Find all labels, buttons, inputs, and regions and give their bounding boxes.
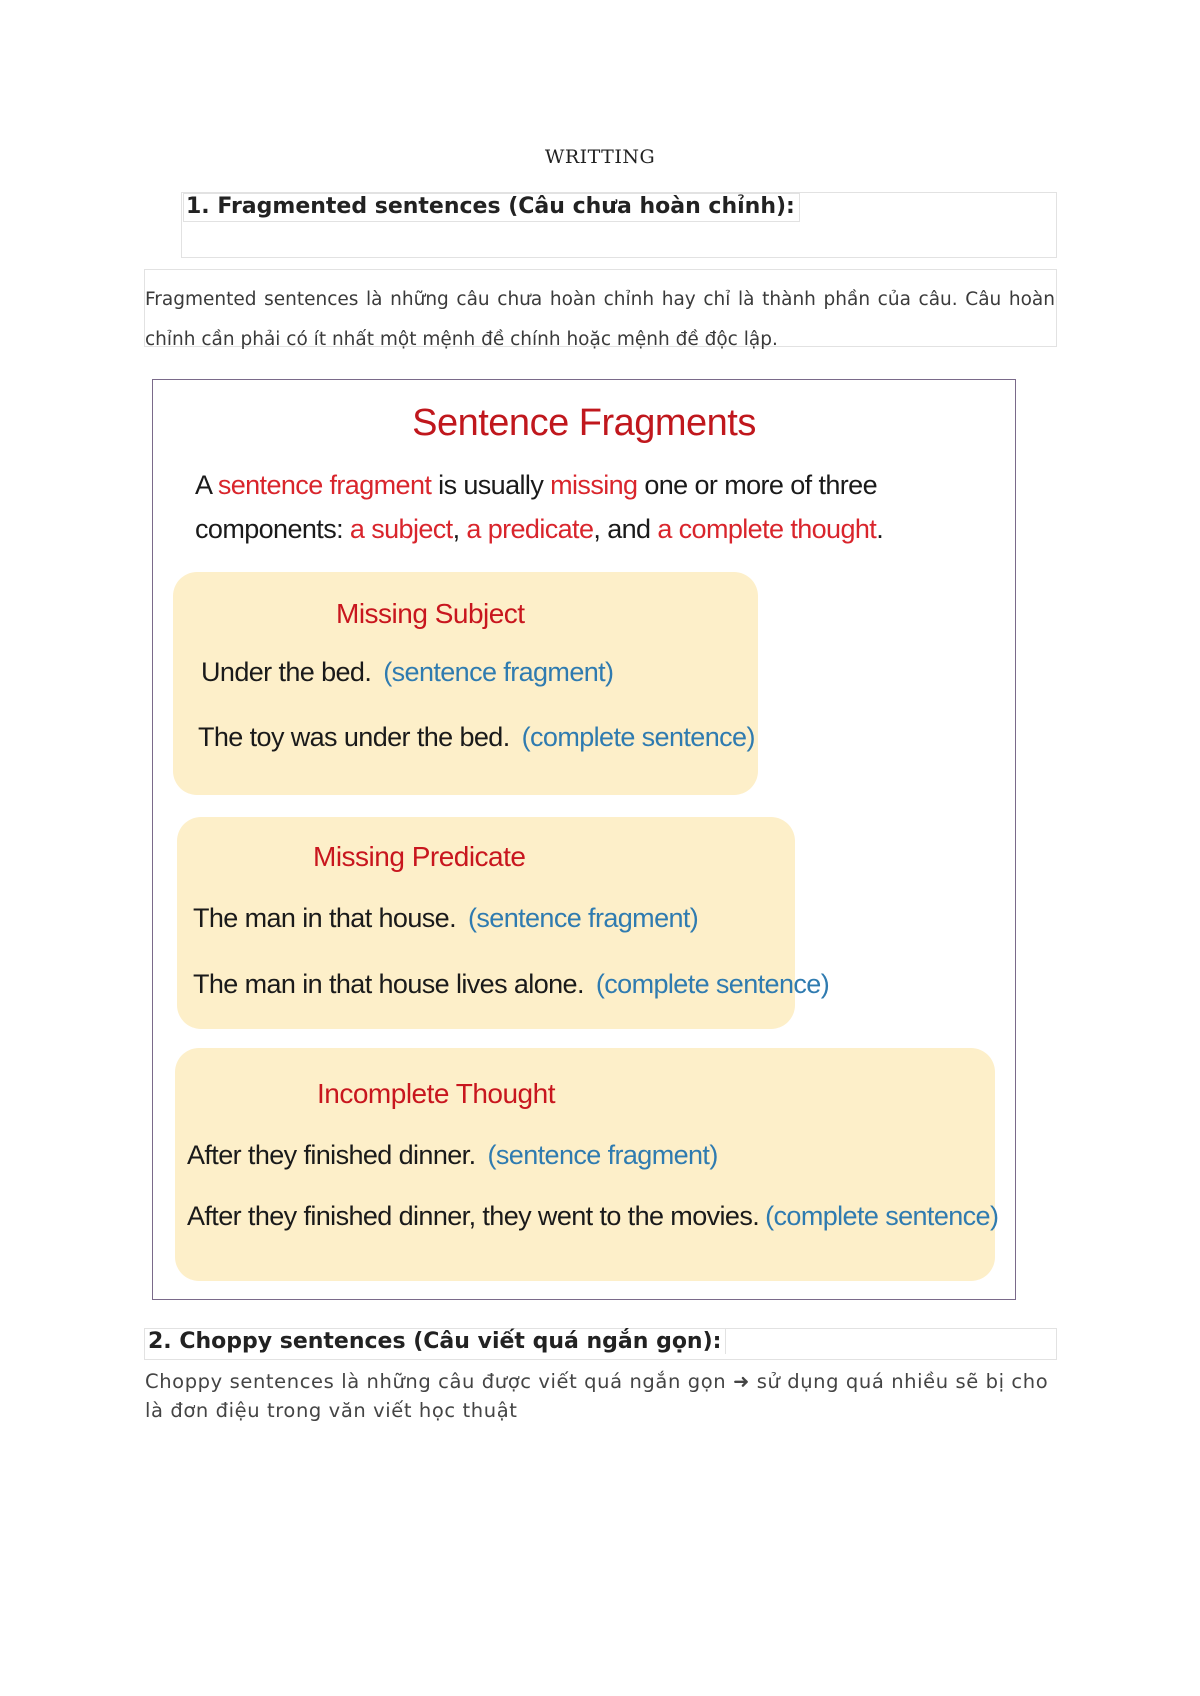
example-fragment <box>201 657 613 688</box>
example-text: The toy was under the bed. <box>198 722 510 752</box>
infographic-title: Sentence Fragments <box>412 402 756 444</box>
card-title: Missing Subject <box>336 598 525 629</box>
infographic-intro <box>195 463 985 551</box>
example-fragment <box>187 1140 718 1171</box>
example-text: After they finished dinner. <box>187 1140 476 1170</box>
example-text: The man in that house lives alone. <box>193 969 584 999</box>
card-incomplete-thought <box>175 1048 999 1281</box>
section1-heading: 1. Fragmented sentences (Câu chưa hoàn chỉnh): <box>183 193 800 222</box>
example-fragment <box>193 903 698 934</box>
intro-text: , <box>452 514 467 544</box>
example-complete <box>187 1201 998 1232</box>
card-title: Missing Predicate <box>313 841 526 872</box>
example-tag: (complete sentence) <box>595 969 830 999</box>
intro-highlight: a predicate <box>466 514 594 544</box>
example-tag: (sentence fragment) <box>467 903 699 933</box>
section2-heading: 2. Choppy sentences (Câu viết quá ngắn gọn): <box>146 1329 726 1354</box>
section2-paragraph: Choppy sentences là những câu được viết quá ngắn gọn ➜ sử dụng quá nhiều sẽ bị cho là đơn điệu trong văn viết học thuật <box>145 1370 1049 1422</box>
intro-text: is usually <box>431 470 551 500</box>
example-tag: (sentence fragment) <box>383 657 614 687</box>
card-missing-predicate <box>177 817 830 1029</box>
card-title: Incomplete Thought <box>317 1078 555 1109</box>
example-text: After they finished dinner, they went to the movies. <box>187 1201 760 1231</box>
document-title: WRITTING <box>544 146 656 168</box>
section1-paragraph: Fragmented sentences là những câu chưa hoàn chỉnh hay chỉ là thành phần của câu. Câu hoàn chỉnh cần phải có ít nhất một mệnh đề chính hoặc mệnh đề độc lập. <box>145 289 1055 350</box>
intro-highlight: sentence fragment <box>217 470 432 500</box>
intro-text: , and <box>593 514 658 544</box>
example-tag: (complete sentence) <box>521 722 755 752</box>
intro-text: one or more of three components: <box>195 470 877 544</box>
intro-highlight: a complete thought <box>657 514 877 544</box>
example-text: The man in that house. <box>193 903 456 933</box>
example-tag: (complete sentence) <box>765 1201 999 1231</box>
sentence-fragments-infographic <box>152 379 1016 1300</box>
intro-text: . <box>876 514 884 544</box>
example-complete <box>198 722 755 753</box>
example-complete <box>193 969 829 1000</box>
example-tag: (sentence fragment) <box>487 1140 718 1170</box>
example-text: Under the bed. <box>201 657 372 687</box>
intro-highlight: a subject <box>349 514 453 544</box>
card-missing-subject <box>173 572 758 795</box>
intro-text: A <box>195 470 218 500</box>
intro-highlight: missing <box>550 470 638 500</box>
